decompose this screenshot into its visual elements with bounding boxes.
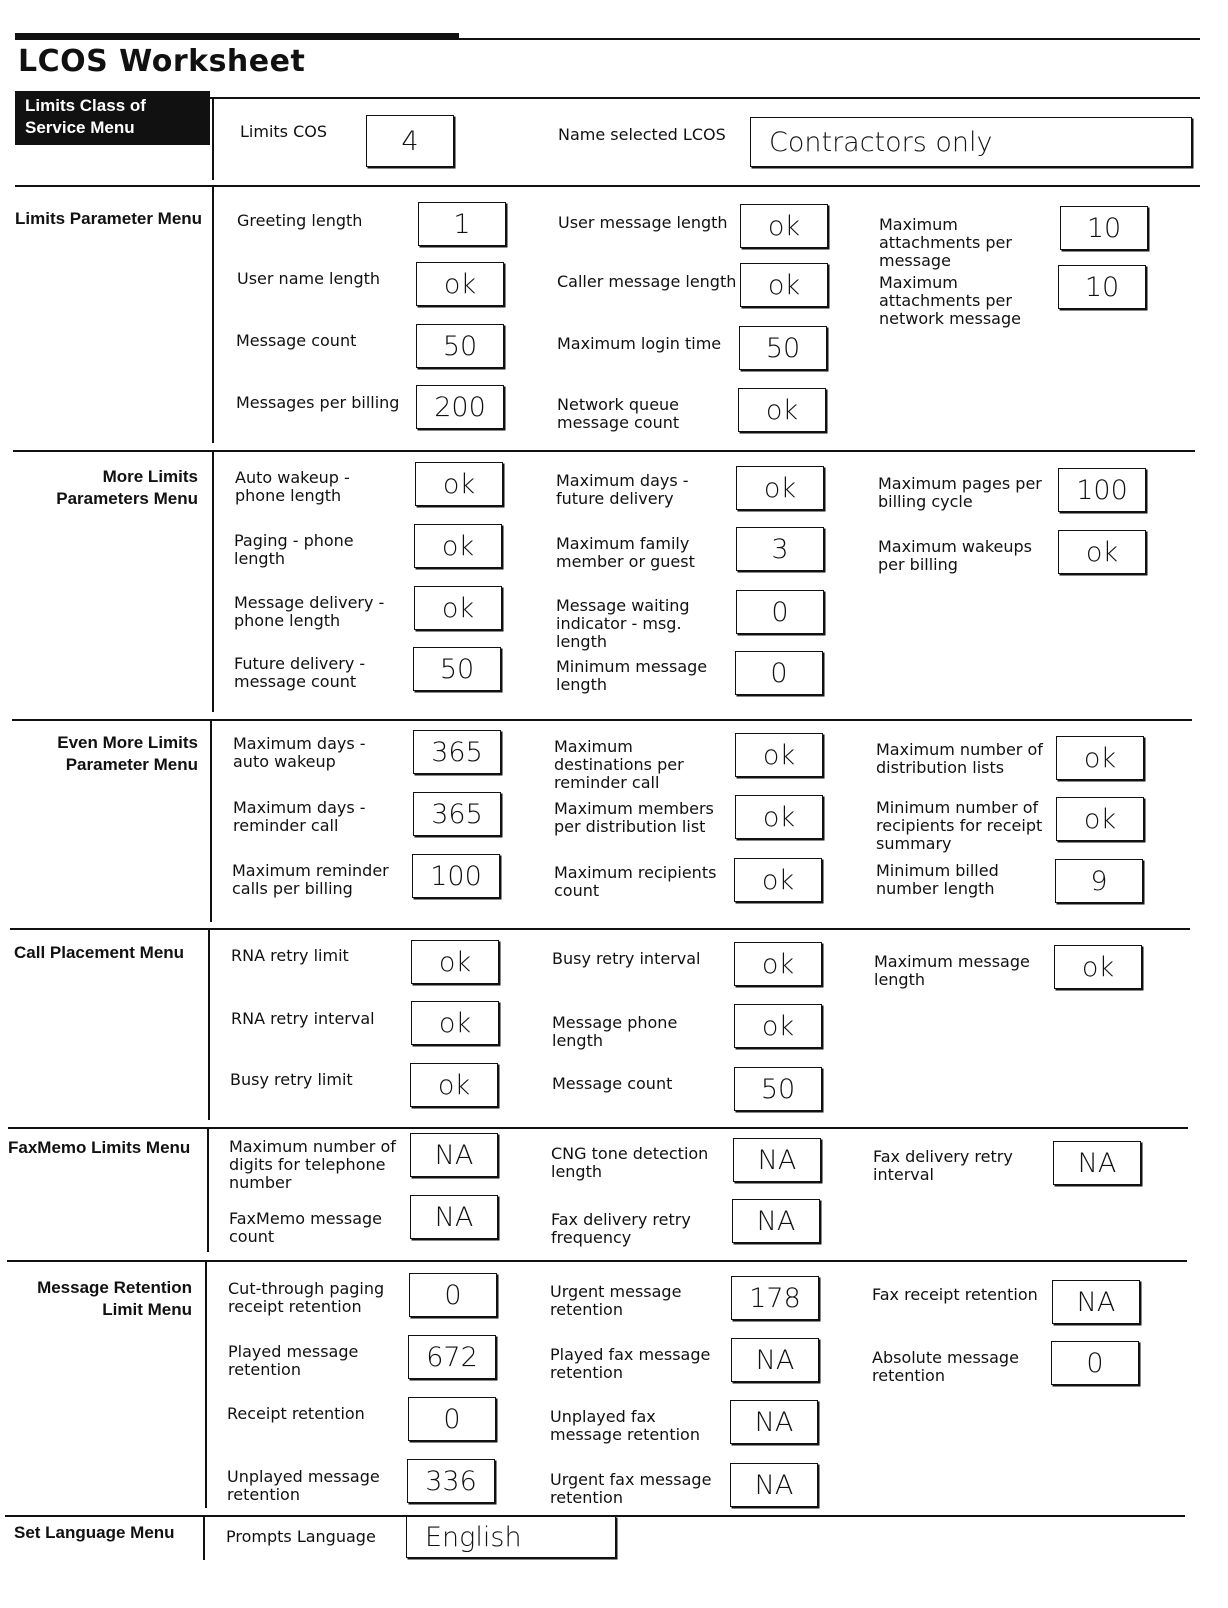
field-label: Maximum pages per billing cycle (878, 474, 1042, 511)
field-value-box[interactable]: ok (735, 733, 823, 777)
field-value-box[interactable]: ok (411, 940, 499, 984)
field-label: Maximum recipients count (554, 863, 717, 900)
field-value-box[interactable]: NA (730, 1463, 818, 1507)
field-label: User message length (558, 213, 728, 232)
field-value-box[interactable]: 0 (1051, 1341, 1139, 1385)
field-value-box[interactable]: NA (1053, 1141, 1141, 1185)
field-value-box[interactable]: 10 (1058, 265, 1146, 309)
field-value-box[interactable]: NA (730, 1400, 818, 1444)
field-label: Minimum billed number length (876, 861, 999, 898)
field-label: Played message retention (228, 1342, 359, 1379)
field-label: Busy retry limit (230, 1070, 353, 1089)
field-value-box[interactable]: NA (410, 1195, 498, 1239)
field-label: Maximum days - auto wakeup (233, 734, 366, 771)
field-value-box[interactable]: 0 (408, 1397, 496, 1441)
field-label: User name length (237, 269, 381, 288)
message-retention-divider (205, 1260, 207, 1508)
field-value-box[interactable]: 50 (416, 324, 504, 368)
limits-parameter-rule (15, 185, 1200, 187)
field-label: Maximum message length (874, 952, 1030, 989)
field-value-box[interactable]: NA (410, 1133, 498, 1177)
field-label: CNG tone detection length (551, 1144, 709, 1181)
field-value-box[interactable]: ok (740, 204, 828, 248)
field-label: RNA retry interval (231, 1009, 375, 1028)
field-value-box[interactable]: English (406, 1516, 616, 1558)
field-label: Maximum wakeups per billing (878, 537, 1032, 574)
field-value-box[interactable]: 672 (408, 1335, 496, 1379)
field-label: Absolute message retention (872, 1348, 1019, 1385)
field-label: Message waiting indicator - msg. length (556, 596, 690, 651)
field-label: Played fax message retention (550, 1345, 711, 1382)
field-label: Prompts Language (226, 1527, 376, 1546)
limits-cos-divider (212, 97, 214, 180)
field-value-box[interactable]: ok (1058, 530, 1146, 574)
field-label: Future delivery - message count (234, 654, 366, 691)
faxmemo-divider (207, 1127, 209, 1252)
field-label: Busy retry interval (552, 949, 701, 968)
section-label: Limits Parameter Menu (15, 209, 203, 228)
field-label: Auto wakeup - phone length (235, 468, 350, 505)
call-placement-rule (10, 928, 1190, 930)
field-value-box[interactable]: 50 (413, 647, 501, 691)
field-value-box[interactable]: 365 (413, 792, 501, 836)
field-label: Caller message length (557, 272, 737, 291)
field-label: Maximum family member or guest (556, 534, 695, 571)
field-value-box[interactable]: ok (735, 795, 823, 839)
field-value-box[interactable]: 50 (739, 326, 827, 370)
field-label: Urgent fax message retention (550, 1470, 712, 1507)
section-label: Message Retention Limit Menu (37, 1278, 192, 1319)
even-more-limits-rule (12, 719, 1192, 721)
field-value-box[interactable]: 0 (409, 1273, 497, 1317)
field-label: Message count (236, 331, 357, 350)
field-label: Limits COS (240, 122, 328, 141)
field-value-box[interactable]: 365 (413, 730, 501, 774)
field-value-box[interactable]: ok (414, 586, 502, 630)
field-label: Network queue message count (557, 395, 680, 432)
section-label: Even More Limits Parameter Menu (57, 733, 198, 774)
section-label: Set Language Menu (14, 1523, 175, 1542)
field-value-box[interactable]: NA (1052, 1280, 1140, 1324)
field-label: Maximum days -future delivery (556, 471, 689, 508)
field-value-box[interactable]: ok (415, 462, 503, 506)
field-label: Minimum number of recipients for receipt summary (876, 798, 1043, 853)
field-value-box[interactable]: 4 (366, 115, 454, 167)
field-value-box[interactable]: ok (410, 1063, 498, 1107)
field-value-box[interactable]: ok (414, 524, 502, 568)
set-language-divider (203, 1515, 205, 1560)
field-value-box[interactable]: ok (1054, 945, 1142, 989)
field-value-box[interactable]: ok (736, 466, 824, 510)
field-value-box[interactable]: ok (738, 388, 826, 432)
field-label: Unplayed fax message retention (550, 1407, 700, 1444)
field-value-box[interactable]: 1 (418, 202, 506, 246)
field-value-box[interactable]: 10 (1060, 206, 1148, 250)
field-value-box[interactable]: 0 (735, 651, 823, 695)
section-label: FaxMemo Limits Menu (8, 1138, 191, 1157)
field-label: RNA retry limit (231, 946, 349, 965)
field-value-box[interactable]: 0 (736, 590, 824, 634)
field-label: Message phone length (552, 1013, 678, 1050)
field-label: Receipt retention (227, 1404, 365, 1423)
field-value-box[interactable]: NA (731, 1338, 819, 1382)
section-label: Call Placement Menu (14, 943, 185, 962)
message-retention-rule (7, 1260, 1187, 1262)
field-label: Maximum reminder calls per billing (232, 861, 389, 898)
call-placement-divider (208, 928, 210, 1120)
field-value-box[interactable]: ok (734, 1004, 822, 1048)
field-label: Maximum login time (557, 334, 722, 353)
page-title: LCOS Worksheet (18, 44, 306, 79)
section-label: Limits Class of Service Menu (15, 91, 210, 145)
field-label: Maximum destinations per reminder call (554, 737, 684, 792)
field-label: Urgent message retention (550, 1282, 682, 1319)
field-value-box[interactable]: 50 (734, 1067, 822, 1111)
field-value-box[interactable]: 336 (407, 1459, 495, 1503)
field-label: Greeting length (237, 211, 363, 230)
field-label: Cut-through paging receipt retention (228, 1279, 385, 1316)
section-label: More Limits Parameters Menu (56, 467, 198, 508)
field-value-box[interactable]: 100 (1058, 468, 1146, 512)
field-value-box[interactable]: ok (411, 1001, 499, 1045)
field-label: Fax delivery retry frequency (551, 1210, 691, 1247)
field-label: Name selected LCOS (558, 125, 726, 144)
field-label: Maximum attachments per message (879, 215, 1012, 270)
even-more-limits-divider (210, 719, 212, 922)
field-label: Message delivery - phone length (234, 593, 385, 630)
field-label: Maximum members per distribution list (554, 799, 714, 836)
field-value-box[interactable]: 178 (731, 1276, 819, 1320)
field-label: Maximum number of digits for telephone number (229, 1137, 396, 1192)
field-value-box[interactable]: NA (732, 1199, 820, 1243)
field-label: Minimum message length (556, 657, 708, 694)
field-value-box[interactable]: ok (740, 263, 828, 307)
field-label: Fax receipt retention (872, 1285, 1038, 1304)
field-value-box[interactable]: ok (734, 858, 822, 902)
field-label: Fax delivery retry interval (873, 1147, 1013, 1184)
field-value-box[interactable]: 9 (1055, 859, 1143, 903)
field-value-box[interactable]: 200 (416, 385, 504, 429)
field-label: FaxMemo message count (229, 1209, 383, 1246)
field-value-box[interactable]: ok (1056, 797, 1144, 841)
field-value-box[interactable]: ok (734, 942, 822, 986)
limits-parameter-divider (212, 185, 214, 443)
more-limits-rule (13, 450, 1195, 452)
field-label: Maximum attachments per network message (879, 273, 1021, 328)
field-value-box[interactable]: Contractors only (750, 117, 1192, 167)
field-value-box[interactable]: 3 (736, 527, 824, 571)
field-value-box[interactable]: ok (416, 262, 504, 306)
field-value-box[interactable]: ok (1056, 736, 1144, 780)
faxmemo-rule (8, 1127, 1188, 1129)
field-label: Message count (552, 1074, 673, 1093)
field-label: Messages per billing (236, 393, 400, 412)
field-value-box[interactable]: NA (733, 1138, 821, 1182)
more-limits-divider (212, 450, 214, 712)
title-rule (15, 38, 1200, 40)
field-label: Paging - phone length (234, 531, 354, 568)
field-label: Maximum number of distribution lists (876, 740, 1043, 777)
field-label: Unplayed message retention (227, 1467, 380, 1504)
field-value-box[interactable]: 100 (412, 854, 500, 898)
field-label: Maximum days - reminder call (233, 798, 366, 835)
